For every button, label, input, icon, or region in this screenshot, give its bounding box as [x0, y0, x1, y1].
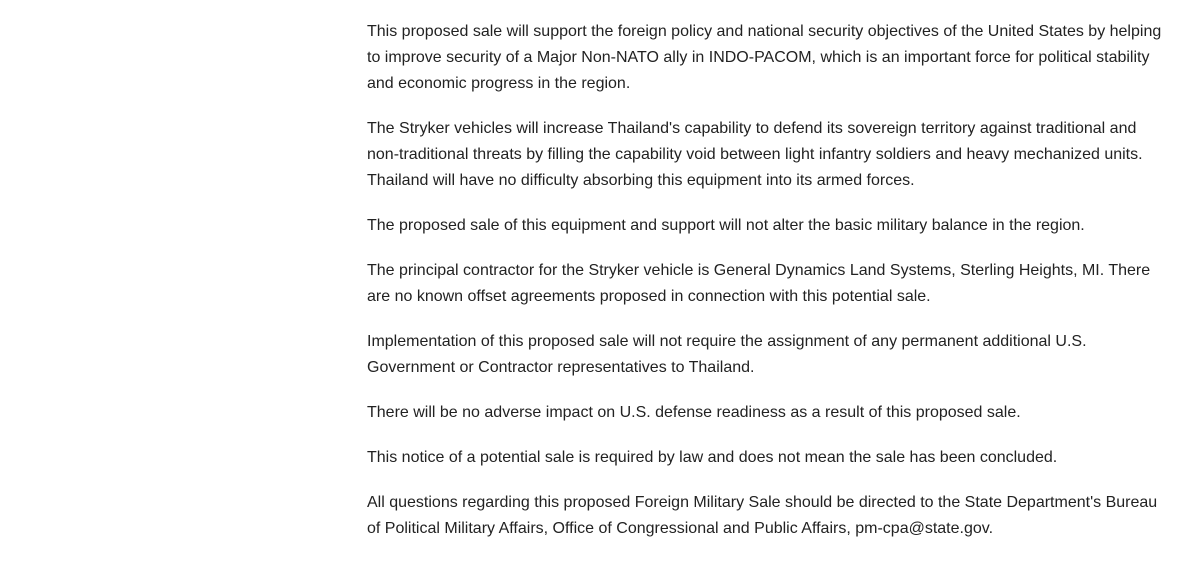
paragraph-notice: This notice of a potential sale is required by law and does not mean the sale has been concluded. [367, 449, 1058, 466]
paragraph-principal-contractor: The principal contractor for the Stryker vehicle is General Dynamics Land Systems, Sterling Heights, MI. There are no known offset agreements proposed in connection with this potential sale. [367, 262, 1151, 305]
questions-text: All questions regarding this proposed Foreign Military Sale should be directed to the State Department's Bureau of Political Military Affairs, Office of Congressional and Public Affairs, [367, 494, 1158, 537]
paragraph-implementation: Implementation of this proposed sale will not require the assignment of any permanent additional U.S. Government or Contractor representatives to Thailand. [367, 333, 1087, 376]
paragraph-military-balance: The proposed sale of this equipment and support will not alter the basic military balance in the region. [367, 217, 1085, 234]
contact-email-link[interactable]: pm-cpa@state.gov [855, 520, 989, 537]
paragraph-questions [367, 490, 1172, 542]
paragraph-defense-readiness: There will be no adverse impact on U.S. defense readiness as a result of this proposed sale. [367, 404, 1021, 421]
paragraph-stryker-capability: The Stryker vehicles will increase Thailand's capability to defend its sovereign territory against traditional and non-traditional threats by filling the capability void between light infantry soldiers and heavy mechanized units. Thailand will have no difficulty absorbing this equipment into its armed forces. [367, 120, 1143, 189]
paragraph-foreign-policy: This proposed sale will support the foreign policy and national security objectives of the United States by helping to improve security of a Major Non-NATO ally in INDO-PACOM, which is an important force for political stability and economic progress in the region. [367, 23, 1162, 92]
questions-text-end: . [988, 520, 994, 537]
article-body [367, 19, 1172, 542]
